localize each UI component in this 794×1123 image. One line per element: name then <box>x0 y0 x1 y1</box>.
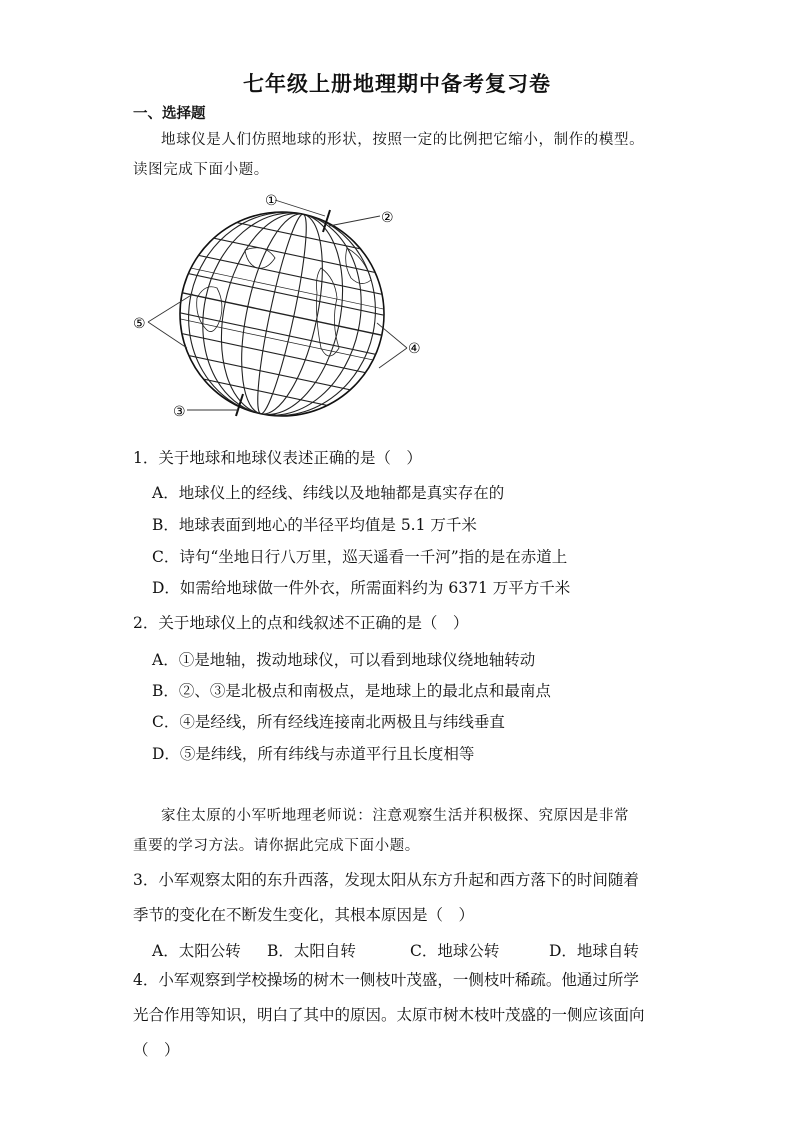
q1-option-b: B．地球表面到地心的半径平均值是 5.1 万千米 <box>152 516 477 534</box>
q1-option-c: C．诗句“坐地日行八万里，巡天遥看一千河”指的是在赤道上 <box>152 548 568 566</box>
label-5: ⑤ <box>133 316 146 332</box>
q3-option-b: B．太阳自转 <box>267 942 356 960</box>
q1-stem: 1．关于地球和地球仪表述正确的是（ ） <box>133 449 422 467</box>
page-title: 七年级上册地理期中备考复习卷 <box>243 71 551 96</box>
q1-option-d: D．如需给地球做一件外衣，所需面料约为 6371 万平方千米 <box>152 579 571 597</box>
label-2: ② <box>381 210 394 226</box>
q2-option-b: B．②、③是北极点和南极点，是地球上的最北点和最南点 <box>152 682 551 700</box>
q2-stem: 2．关于地球仪上的点和线叙述不正确的是（ ） <box>133 614 469 632</box>
q4-stem-line-3: （ ） <box>133 1041 180 1059</box>
intro-2-line-1: 家住太原的小军听地理老师说：注意观察生活并积极探、究原因是非常 <box>161 808 630 824</box>
q3-stem-line-1: 3．小军观察太阳的东升西落，发现太阳从东方升起和西方落下的时间随着 <box>133 871 639 889</box>
globe-figure <box>125 188 435 428</box>
q1-option-a: A．地球仪上的经线、纬线以及地轴都是真实存在的 <box>152 484 505 502</box>
intro-1-line-2: 读图完成下面小题。 <box>133 162 269 178</box>
q3-stem-line-2: 季节的变化在不断发生变化，其根本原因是（ ） <box>133 906 475 924</box>
q2-option-a: A．①是地轴，拨动地球仪，可以看到地球仪绕地轴转动 <box>152 651 536 669</box>
q3-option-c: C．地球公转 <box>410 942 500 960</box>
label-1: ① <box>265 193 278 209</box>
section-heading: 一、选择题 <box>133 105 206 122</box>
q3-option-d: D．地球自转 <box>549 942 639 960</box>
label-3: ③ <box>173 404 186 420</box>
label-4: ④ <box>408 341 421 357</box>
intro-1-line-1: 地球仪是人们仿照地球的形状，按照一定的比例把它缩小，制作的模型。 <box>161 132 645 148</box>
intro-2-line-2: 重要的学习方法。请你据此完成下面小题。 <box>133 838 420 854</box>
q4-stem-line-2: 光合作用等知识，明白了其中的原因。太原市树木枝叶茂盛的一侧应该面向 <box>133 1006 645 1024</box>
q2-option-c: C．④是经线，所有经线连接南北两极且与纬线垂直 <box>152 713 505 731</box>
q4-stem-line-1: 4．小军观察到学校操场的树木一侧枝叶茂盛，一侧枝叶稀疏。他通过所学 <box>133 971 639 989</box>
q3-option-a: A．太阳公转 <box>152 942 241 960</box>
q2-option-d: D．⑤是纬线，所有纬线与赤道平行且长度相等 <box>152 745 475 763</box>
